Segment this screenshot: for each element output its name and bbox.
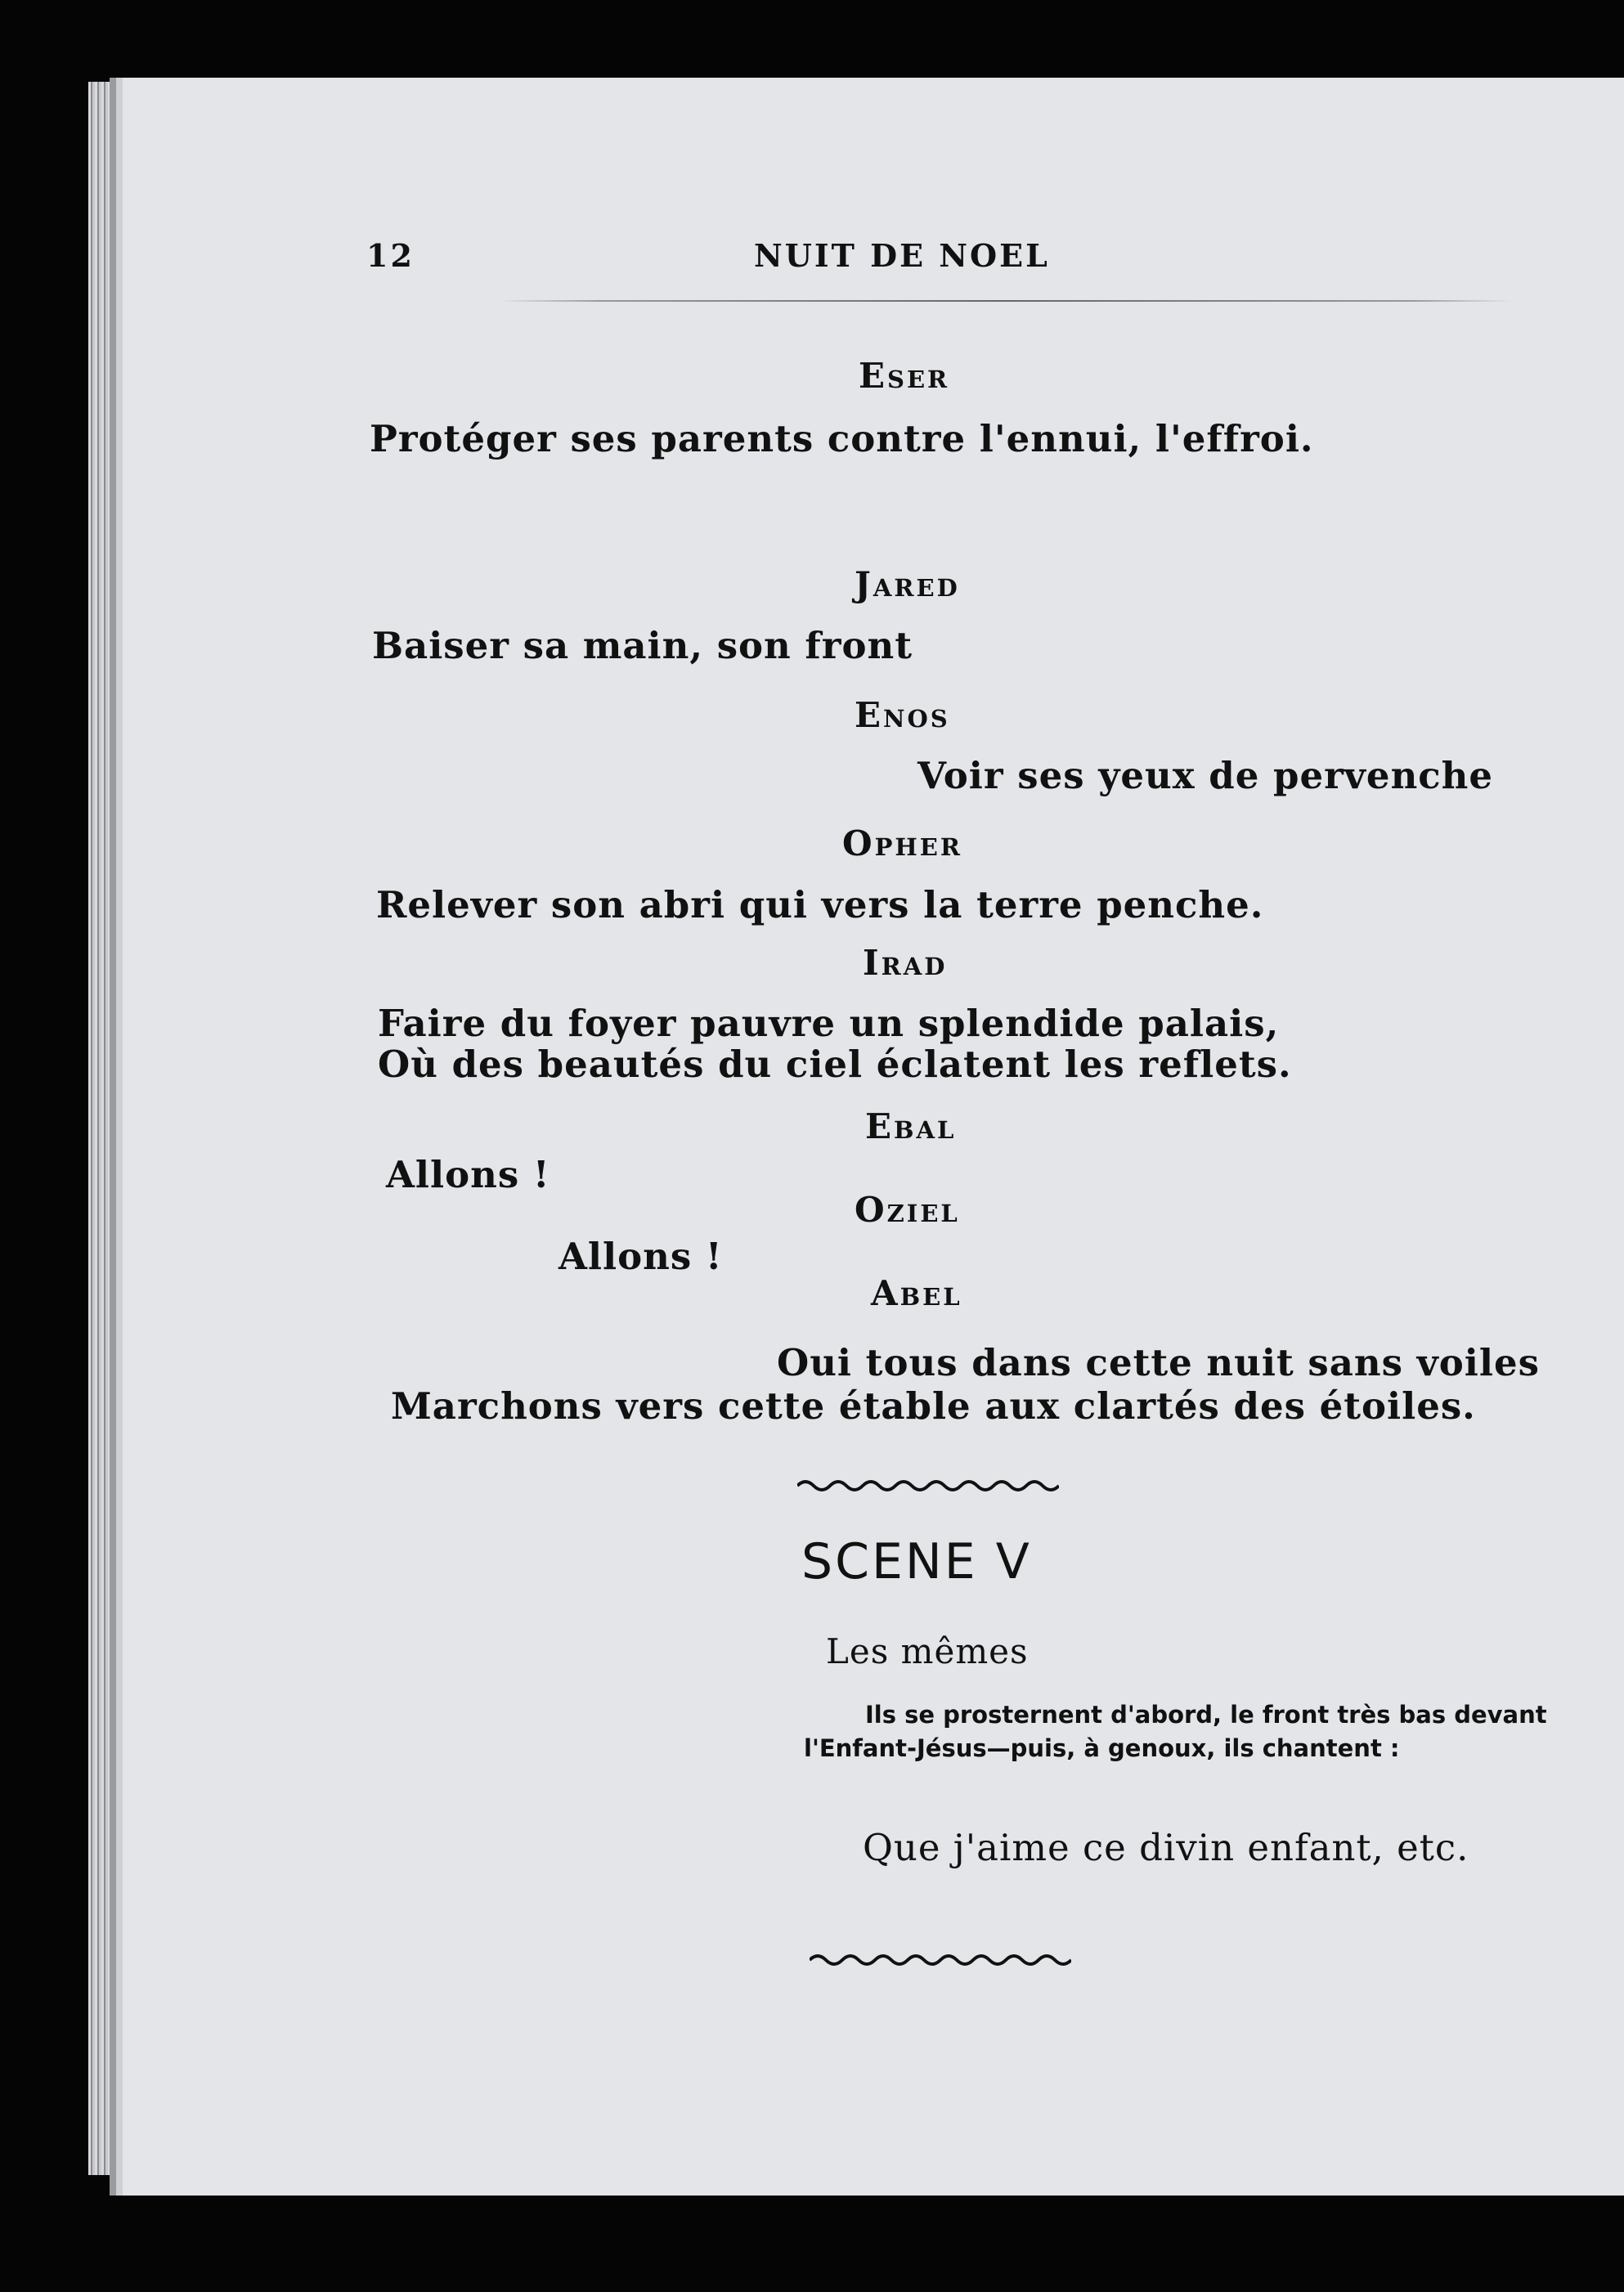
running-title: NUIT DE NOEL (754, 237, 1050, 274)
verse-line: Faire du foyer pauvre un splendide palais, (378, 1002, 1280, 1045)
page-number: 12 (366, 237, 415, 274)
speaker-irad: Irad (863, 943, 948, 983)
verse-line: Relever son abri qui vers la terre penche. (376, 883, 1264, 926)
header-rule (499, 300, 1513, 302)
book-page (123, 78, 1624, 2196)
speaker-ebal: Ebal (865, 1106, 957, 1146)
speaker-eser: Eser (859, 356, 950, 396)
verse-line: Allons ! (386, 1153, 550, 1196)
scene-title: SCENE V (801, 1533, 1032, 1590)
stage-direction: Ils se prosternent d'abord, le front très bas devant l'Enfant-Jésus—puis, à genoux, ils chantent : (804, 1701, 1547, 1762)
verse-line: Voir ses yeux de pervenche (917, 754, 1494, 797)
speaker-jared: Jared (855, 564, 960, 604)
ornament-divider (797, 1476, 1059, 1496)
song-line: Que j'aime ce divin enfant, etc. (863, 1826, 1469, 1869)
verse-line: Protéger ses parents contre l'ennui, l'effroi. (370, 417, 1314, 460)
verse-line: Allons ! (559, 1235, 723, 1278)
speaker-enos: Enos (855, 695, 950, 735)
verse-line: Marchons vers cette étable aux clartés des étoiles. (391, 1384, 1476, 1428)
scene-cast: Les mêmes (826, 1631, 1029, 1671)
verse-line: Oui tous dans cette nuit sans voiles (777, 1341, 1540, 1384)
speaker-abel: Abel (871, 1273, 962, 1313)
speaker-opher: Opher (842, 823, 962, 863)
ornament-divider (810, 1950, 1071, 1970)
speaker-oziel: Oziel (855, 1190, 960, 1230)
verse-line: Baiser sa main, son front (372, 624, 913, 667)
verse-line: Où des beautés du ciel éclatent les reflets. (378, 1043, 1292, 1086)
